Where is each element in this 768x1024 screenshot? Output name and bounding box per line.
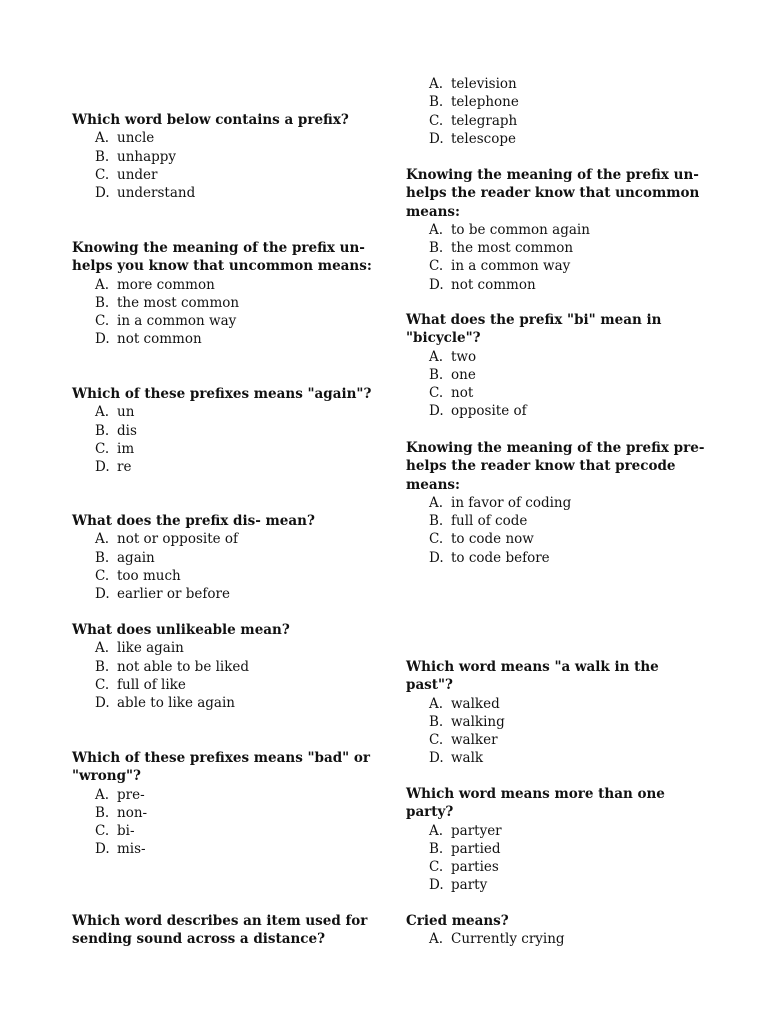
answer-option[interactable]	[406, 876, 706, 894]
option-text: to code before	[451, 549, 550, 566]
option-text: re	[117, 459, 132, 476]
answer-options	[72, 129, 372, 202]
option-letter: D.	[95, 586, 110, 603]
option-letter: A.	[95, 786, 110, 803]
option-text: in favor of coding	[451, 494, 572, 511]
option-text: telegraph	[451, 112, 518, 129]
question-7-options-continued	[406, 75, 706, 148]
answer-options	[406, 348, 706, 421]
answer-option[interactable]	[72, 312, 372, 330]
question-4	[72, 512, 372, 603]
option-letter: A.	[429, 931, 444, 948]
option-text: understand	[117, 185, 196, 202]
option-letter: B.	[95, 804, 110, 821]
question-10	[406, 439, 706, 567]
answer-option[interactable]	[406, 402, 706, 420]
answer-option[interactable]	[72, 184, 372, 202]
option-letter: B.	[95, 294, 110, 311]
answer-option[interactable]	[72, 530, 372, 548]
option-letter: D.	[429, 403, 444, 420]
option-text: not common	[451, 276, 536, 293]
option-text: not or opposite of	[117, 531, 239, 548]
answer-option[interactable]	[72, 330, 372, 348]
option-letter: B.	[429, 94, 444, 111]
option-letter: C.	[95, 313, 110, 330]
answer-options	[406, 695, 706, 768]
option-text: the most common	[117, 294, 240, 311]
question-9	[406, 311, 706, 421]
option-text: unhappy	[117, 148, 177, 165]
answer-option[interactable]	[406, 494, 706, 512]
option-letter: C.	[429, 531, 444, 548]
option-text: partyer	[451, 822, 502, 839]
question-stem: Which word describes an item used for sending sound across a distance?	[72, 913, 368, 948]
answer-option[interactable]	[72, 676, 372, 694]
option-letter: C.	[95, 676, 110, 693]
answer-option[interactable]	[72, 549, 372, 567]
option-letter: D.	[95, 331, 110, 348]
answer-option[interactable]	[406, 239, 706, 257]
option-letter: A.	[429, 76, 444, 92]
answer-options	[72, 530, 372, 603]
option-text: two	[451, 348, 477, 365]
answer-option[interactable]	[72, 458, 372, 476]
answer-option[interactable]	[72, 440, 372, 458]
option-letter: B.	[95, 148, 110, 165]
answer-option[interactable]	[72, 129, 372, 147]
answer-option[interactable]	[406, 512, 706, 530]
answer-option[interactable]	[406, 276, 706, 294]
option-text: like again	[117, 640, 184, 657]
answer-option[interactable]	[406, 713, 706, 731]
option-letter: A.	[95, 640, 110, 657]
question-3	[72, 385, 372, 476]
answer-option[interactable]	[406, 549, 706, 567]
answer-option[interactable]	[406, 93, 706, 111]
answer-option[interactable]	[406, 731, 706, 749]
answer-option[interactable]	[72, 403, 372, 421]
option-text: full of code	[451, 513, 528, 530]
option-letter: C.	[429, 859, 444, 876]
option-text: walk	[451, 750, 484, 767]
option-text: un	[117, 404, 135, 421]
answer-option[interactable]	[406, 348, 706, 366]
answer-option[interactable]	[406, 695, 706, 713]
answer-option[interactable]	[72, 148, 372, 166]
option-text: too much	[117, 567, 181, 584]
answer-option[interactable]	[406, 930, 706, 948]
answer-option[interactable]	[406, 858, 706, 876]
option-letter: A.	[95, 130, 110, 147]
answer-options	[406, 75, 706, 148]
option-letter: A.	[95, 404, 110, 421]
answer-options	[406, 221, 706, 294]
option-letter: D.	[429, 877, 444, 894]
question-7	[72, 912, 372, 949]
answer-option[interactable]	[406, 112, 706, 130]
option-text: partied	[451, 840, 501, 857]
option-letter: B.	[95, 658, 110, 675]
answer-option[interactable]	[72, 585, 372, 603]
question-stem: What does unlikeable mean?	[72, 622, 290, 638]
answer-option[interactable]	[406, 221, 706, 239]
option-letter: B.	[429, 513, 444, 530]
answer-option[interactable]	[72, 639, 372, 657]
option-text: television	[451, 76, 517, 92]
answer-options	[406, 494, 706, 567]
answer-option[interactable]	[72, 840, 372, 858]
answer-option[interactable]	[72, 804, 372, 822]
answer-option[interactable]	[406, 749, 706, 767]
answer-option[interactable]	[406, 840, 706, 858]
answer-options	[72, 639, 372, 712]
question-stem: Which word below contains a prefix?	[72, 112, 349, 128]
answer-option[interactable]	[406, 75, 706, 93]
option-text: more common	[117, 276, 215, 293]
option-letter: A.	[429, 494, 444, 511]
answer-option[interactable]	[72, 786, 372, 804]
option-letter: D.	[429, 549, 444, 566]
answer-options	[72, 403, 372, 476]
option-text: one	[451, 366, 476, 383]
question-stem: Which of these prefixes means "bad" or "wrong"?	[72, 750, 371, 785]
option-text: not	[451, 385, 474, 402]
option-text: Currently crying	[451, 931, 565, 948]
option-text: parties	[451, 859, 499, 876]
option-text: non-	[117, 804, 148, 821]
option-text: bi-	[117, 823, 135, 840]
question-2	[72, 239, 372, 349]
question-6	[72, 749, 372, 859]
option-letter: B.	[95, 549, 110, 566]
option-letter: B.	[429, 240, 444, 257]
option-text: earlier or before	[117, 586, 230, 603]
question-stem: Cried means?	[406, 913, 509, 929]
option-letter: A.	[429, 822, 444, 839]
answer-option[interactable]	[406, 257, 706, 275]
option-text: walked	[451, 695, 500, 712]
option-letter: D.	[95, 841, 110, 858]
option-text: walker	[451, 732, 498, 749]
answer-options	[72, 786, 372, 859]
option-text: pre-	[117, 786, 145, 803]
option-letter: C.	[95, 440, 110, 457]
option-letter: C.	[95, 567, 110, 584]
answer-option[interactable]	[406, 384, 706, 402]
option-text: uncle	[117, 130, 155, 147]
option-letter: C.	[429, 258, 444, 275]
option-letter: C.	[429, 385, 444, 402]
option-text: party	[451, 877, 488, 894]
answer-option[interactable]	[72, 658, 372, 676]
option-letter: D.	[95, 185, 110, 202]
option-letter: D.	[95, 695, 110, 712]
option-text: in a common way	[451, 258, 571, 275]
option-letter: C.	[95, 823, 110, 840]
option-letter: A.	[95, 276, 110, 293]
option-text: able to like again	[117, 695, 235, 712]
option-letter: B.	[429, 840, 444, 857]
answer-options	[406, 930, 706, 948]
answer-option[interactable]	[72, 276, 372, 294]
option-text: not common	[117, 331, 202, 348]
answer-option[interactable]	[72, 694, 372, 712]
option-text: the most common	[451, 240, 574, 257]
option-letter: B.	[429, 366, 444, 383]
answer-option[interactable]	[406, 822, 706, 840]
option-text: telescope	[451, 130, 516, 147]
question-stem: Which word means more than one party?	[406, 786, 665, 821]
option-letter: D.	[95, 459, 110, 476]
question-stem: Knowing the meaning of the prefix un- helps you know that uncommon means:	[72, 240, 372, 275]
option-letter: C.	[429, 112, 444, 129]
question-stem: Knowing the meaning of the prefix un- helps the reader know that uncommon means:	[406, 167, 700, 220]
question-5	[72, 621, 372, 712]
question-stem: Knowing the meaning of the prefix pre- helps the reader know that precode means:	[406, 440, 705, 493]
option-text: again	[117, 549, 155, 566]
option-letter: A.	[95, 531, 110, 548]
question-13	[406, 912, 706, 949]
option-letter: B.	[429, 713, 444, 730]
answer-option[interactable]	[406, 530, 706, 548]
answer-option[interactable]	[72, 422, 372, 440]
option-letter: A.	[429, 348, 444, 365]
option-letter: B.	[95, 422, 110, 439]
option-letter: D.	[429, 276, 444, 293]
option-letter: D.	[429, 750, 444, 767]
question-1	[72, 111, 372, 202]
answer-option[interactable]	[72, 567, 372, 585]
option-text: mis-	[117, 841, 146, 858]
question-8	[406, 166, 706, 294]
answer-option[interactable]	[72, 166, 372, 184]
option-letter: D.	[429, 130, 444, 147]
option-text: im	[117, 440, 135, 457]
question-stem: Which of these prefixes means "again"?	[72, 386, 372, 402]
option-text: telephone	[451, 94, 519, 111]
question-stem: What does the prefix "bi" mean in "bicycle"?	[406, 312, 662, 347]
option-letter: C.	[429, 732, 444, 749]
answer-options	[72, 276, 372, 349]
option-text: full of like	[117, 676, 186, 693]
answer-option[interactable]	[406, 366, 706, 384]
option-text: in a common way	[117, 313, 237, 330]
option-text: to code now	[451, 531, 534, 548]
option-letter: A.	[429, 221, 444, 238]
question-11	[406, 658, 706, 768]
option-letter: A.	[429, 695, 444, 712]
answer-option[interactable]	[406, 130, 706, 148]
question-stem: Which word means "a walk in the past"?	[406, 659, 659, 694]
option-text: walking	[451, 713, 505, 730]
answer-option[interactable]	[72, 294, 372, 312]
answer-option[interactable]	[72, 822, 372, 840]
option-text: to be common again	[451, 221, 590, 238]
option-letter: C.	[95, 166, 110, 183]
option-text: not able to be liked	[117, 658, 250, 675]
option-text: dis	[117, 422, 137, 439]
option-text: opposite of	[451, 403, 527, 420]
question-12	[406, 785, 706, 895]
option-text: under	[117, 166, 158, 183]
answer-options	[406, 822, 706, 895]
question-stem: What does the prefix dis- mean?	[72, 513, 315, 529]
